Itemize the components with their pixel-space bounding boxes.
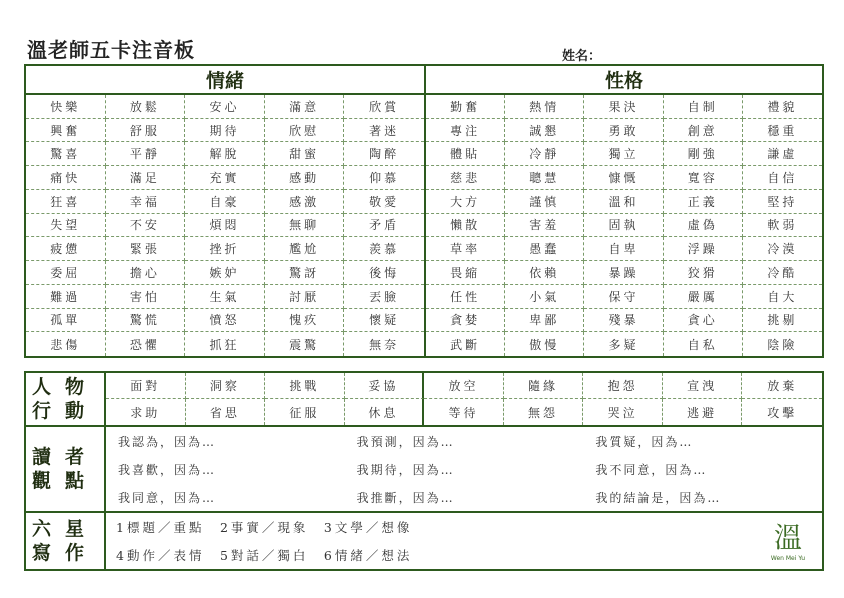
action-word-cell: 抱怨	[583, 373, 663, 399]
emotion-word-cell: 悲傷	[26, 332, 106, 356]
six-star-item: 4動作／表情 5對話／獨白 6情緒／想法	[116, 548, 413, 563]
emotion-word-cell: 痛快	[26, 166, 106, 190]
reader-label-bottom: 觀點	[31, 470, 98, 492]
action-word-cell: 挑戰	[265, 373, 345, 399]
personality-word-cell: 懶散	[426, 214, 505, 238]
action-word-cell: 省思	[186, 399, 266, 425]
emotion-grid	[26, 95, 424, 356]
reader-phrase: 我喜歡，因為…	[118, 462, 217, 477]
personality-word-cell: 愚蠢	[505, 237, 584, 261]
emotion-word-cell: 害怕	[106, 285, 186, 309]
emotion-word-cell: 解脫	[185, 142, 265, 166]
emotion-word-cell: 興奮	[26, 119, 106, 143]
emotion-word-cell: 安心	[185, 95, 265, 119]
emotion-word-cell: 敬愛	[344, 190, 424, 214]
emotion-word-cell: 疲憊	[26, 237, 106, 261]
personality-word-cell: 暴躁	[584, 261, 663, 285]
personality-word-cell: 獨立	[584, 142, 663, 166]
personality-word-cell: 自卑	[584, 237, 663, 261]
personality-word-cell: 保守	[584, 285, 663, 309]
six-label-bottom: 寫作	[31, 542, 98, 564]
personality-word-cell: 冷酷	[743, 261, 822, 285]
bottom-table	[24, 371, 824, 571]
emotion-word-cell: 驚喜	[26, 142, 106, 166]
personality-word-cell: 體貼	[426, 142, 505, 166]
personality-word-cell: 虛偽	[664, 214, 743, 238]
emotion-header: 情緒	[26, 66, 426, 93]
page-title: 溫老師五卡注音板	[27, 38, 195, 62]
personality-word-cell: 寬容	[664, 166, 743, 190]
personality-word-cell: 慷慨	[584, 166, 663, 190]
personality-word-cell: 自大	[743, 285, 822, 309]
personality-word-cell: 勤奮	[426, 95, 505, 119]
name-label: 姓名：	[562, 49, 602, 64]
personality-word-cell: 勇敢	[584, 119, 663, 143]
emotion-word-cell: 生氣	[185, 285, 265, 309]
emotion-word-cell: 尷尬	[265, 237, 345, 261]
emotion-word-cell: 著迷	[344, 119, 424, 143]
personality-word-cell: 禮貌	[743, 95, 822, 119]
reader-phrase: 我推斷，因為…	[356, 490, 455, 505]
emotion-word-cell: 矛盾	[344, 214, 424, 238]
personality-word-cell: 陰險	[767, 337, 798, 352]
personality-word-cell: 謹慎	[505, 190, 584, 214]
action-word-cell: 征服	[265, 399, 345, 425]
reader-label-top: 讀者	[31, 446, 98, 468]
emotion-word-cell: 滿足	[106, 166, 186, 190]
action-word-cell: 哭泣	[583, 399, 663, 425]
personality-grid	[426, 95, 822, 356]
emotion-word-cell: 陶醉	[344, 142, 424, 166]
emotion-word-cell: 快樂	[26, 95, 106, 119]
action-word-cell: 逃避	[663, 399, 743, 425]
emotion-word-cell: 討厭	[265, 285, 345, 309]
action-word-cell: 無怨	[504, 399, 584, 425]
emotion-word-cell: 平靜	[106, 142, 186, 166]
personality-word-cell: 聰慧	[505, 166, 584, 190]
action-word-cell: 放棄	[742, 373, 822, 399]
emotion-word-cell: 難過	[26, 285, 106, 309]
emotion-word-cell: 驚慌	[106, 309, 186, 333]
action-word-cell: 休息	[345, 399, 425, 425]
reader-phrase: 我不同意，因為…	[595, 462, 708, 477]
personality-word-cell: 依賴	[505, 261, 584, 285]
actions-grid	[106, 373, 822, 425]
personality-word-cell: 正義	[664, 190, 743, 214]
personality-word-cell: 貪婪	[426, 309, 505, 333]
reader-label	[26, 427, 104, 511]
personality-word-cell: 殘暴	[584, 309, 663, 333]
emotion-word-cell: 震驚	[265, 332, 345, 356]
personality-word-cell: 貪心	[664, 309, 743, 333]
personality-word-cell: 軟弱	[743, 214, 822, 238]
personality-word-cell: 害羞	[505, 214, 584, 238]
emotion-word-cell: 仰慕	[344, 166, 424, 190]
personality-word-cell: 熱情	[505, 95, 584, 119]
action-word-cell: 求助	[106, 399, 186, 425]
reader-phrase: 我期待，因為…	[356, 462, 455, 477]
emotion-word-cell: 憤怒	[185, 309, 265, 333]
emotion-word-cell: 委屈	[26, 261, 106, 285]
personality-word-cell: 固執	[584, 214, 663, 238]
personality-word-cell: 慈悲	[426, 166, 505, 190]
reader-phrase: 我認為，因為…	[118, 434, 217, 449]
emotion-word-cell: 恐懼	[106, 332, 186, 356]
six-star-item: 1標題／重點 2事實／現象 3文學／想像	[116, 520, 413, 535]
emotion-word-cell: 自豪	[185, 190, 265, 214]
personality-word-cell: 專注	[426, 119, 505, 143]
personality-word-cell: 武斷	[426, 332, 505, 356]
action-word-cell: 等待	[424, 399, 504, 425]
personality-word-cell: 剛強	[664, 142, 743, 166]
reader-phrase: 我預測，因為…	[356, 434, 455, 449]
emotion-word-cell: 丟臉	[344, 285, 424, 309]
personality-word-cell: 冷漠	[743, 237, 822, 261]
emotion-word-cell: 不安	[106, 214, 186, 238]
personality-word-cell: 穩重	[743, 119, 822, 143]
six-star-list	[106, 513, 726, 569]
personality-word-cell: 卑鄙	[505, 309, 584, 333]
action-word-cell: 洞察	[186, 373, 266, 399]
actions-label-bottom: 行動	[31, 400, 98, 422]
emotion-word-cell: 甜蜜	[265, 142, 345, 166]
personality-word-cell: 草率	[426, 237, 505, 261]
emotion-word-cell: 羨慕	[344, 237, 424, 261]
personality-word-cell: 冷靜	[505, 142, 584, 166]
personality-word-cell: 小氣	[505, 285, 584, 309]
emotion-word-cell: 滿意	[265, 95, 345, 119]
personality-word-cell: 果決	[584, 95, 663, 119]
personality-word-cell: 畏縮	[426, 261, 505, 285]
emotion-word-cell: 充實	[185, 166, 265, 190]
action-word-cell: 隨緣	[504, 373, 584, 399]
emotion-word-cell: 緊張	[106, 237, 186, 261]
six-label	[26, 513, 104, 569]
emotion-word-cell: 無奈	[369, 337, 400, 352]
emotion-word-cell: 期待	[185, 119, 265, 143]
logo-text: Wen Mei Yu	[770, 555, 806, 562]
personality-word-cell: 謙虛	[743, 142, 822, 166]
personality-word-cell: 大方	[426, 190, 505, 214]
emotion-word-cell: 失望	[26, 214, 106, 238]
wen-logo	[762, 517, 814, 563]
emotion-word-cell: 欣賞	[344, 95, 424, 119]
emotion-word-cell: 舒服	[106, 119, 186, 143]
personality-word-cell: 任性	[426, 285, 505, 309]
emotion-word-cell: 煩悶	[185, 214, 265, 238]
logo-glyph: 溫	[773, 521, 803, 554]
action-word-cell: 攻擊	[767, 405, 798, 420]
emotion-word-cell: 孤單	[26, 309, 106, 333]
action-word-cell: 放空	[424, 373, 504, 399]
emotion-word-cell: 挫折	[185, 237, 265, 261]
personality-word-cell: 溫和	[584, 190, 663, 214]
emotion-personality-table	[24, 64, 824, 358]
reader-phrase: 我質疑，因為…	[595, 434, 694, 449]
action-word-cell: 妥協	[345, 373, 425, 399]
action-word-cell: 面對	[106, 373, 186, 399]
personality-word-cell: 嚴厲	[664, 285, 743, 309]
personality-word-cell: 浮躁	[664, 237, 743, 261]
personality-word-cell: 傲慢	[505, 332, 584, 356]
emotion-word-cell: 幸福	[106, 190, 186, 214]
six-label-top: 六星	[31, 518, 98, 540]
emotion-word-cell: 驚訝	[265, 261, 345, 285]
personality-word-cell: 狡猾	[664, 261, 743, 285]
emotion-word-cell: 狂喜	[26, 190, 106, 214]
personality-word-cell: 自私	[664, 332, 743, 356]
emotion-word-cell: 擔心	[106, 261, 186, 285]
emotion-word-cell: 感動	[265, 166, 345, 190]
emotion-word-cell: 後悔	[344, 261, 424, 285]
emotion-word-cell: 懷疑	[344, 309, 424, 333]
personality-word-cell: 堅持	[743, 190, 822, 214]
personality-word-cell: 挑剔	[743, 309, 822, 333]
reader-phrase: 我的結論是，因為…	[595, 490, 722, 505]
emotion-word-cell: 無聊	[265, 214, 345, 238]
personality-word-cell: 創意	[664, 119, 743, 143]
emotion-word-cell: 抓狂	[185, 332, 265, 356]
emotion-word-cell: 嫉妒	[185, 261, 265, 285]
personality-word-cell: 誠懇	[505, 119, 584, 143]
personality-header: 性格	[604, 70, 643, 92]
emotion-word-cell: 放鬆	[106, 95, 186, 119]
emotion-word-cell: 愧疚	[265, 309, 345, 333]
actions-label	[26, 373, 104, 425]
reader-phrase: 我同意，因為…	[118, 490, 217, 505]
reader-grid	[106, 427, 822, 511]
personality-word-cell: 自制	[664, 95, 743, 119]
action-word-cell: 宣洩	[663, 373, 743, 399]
emotion-word-cell: 感激	[265, 190, 345, 214]
actions-label-top: 人物	[31, 376, 98, 398]
personality-word-cell: 自信	[743, 166, 822, 190]
personality-word-cell: 多疑	[584, 332, 663, 356]
emotion-word-cell: 欣慰	[265, 119, 345, 143]
